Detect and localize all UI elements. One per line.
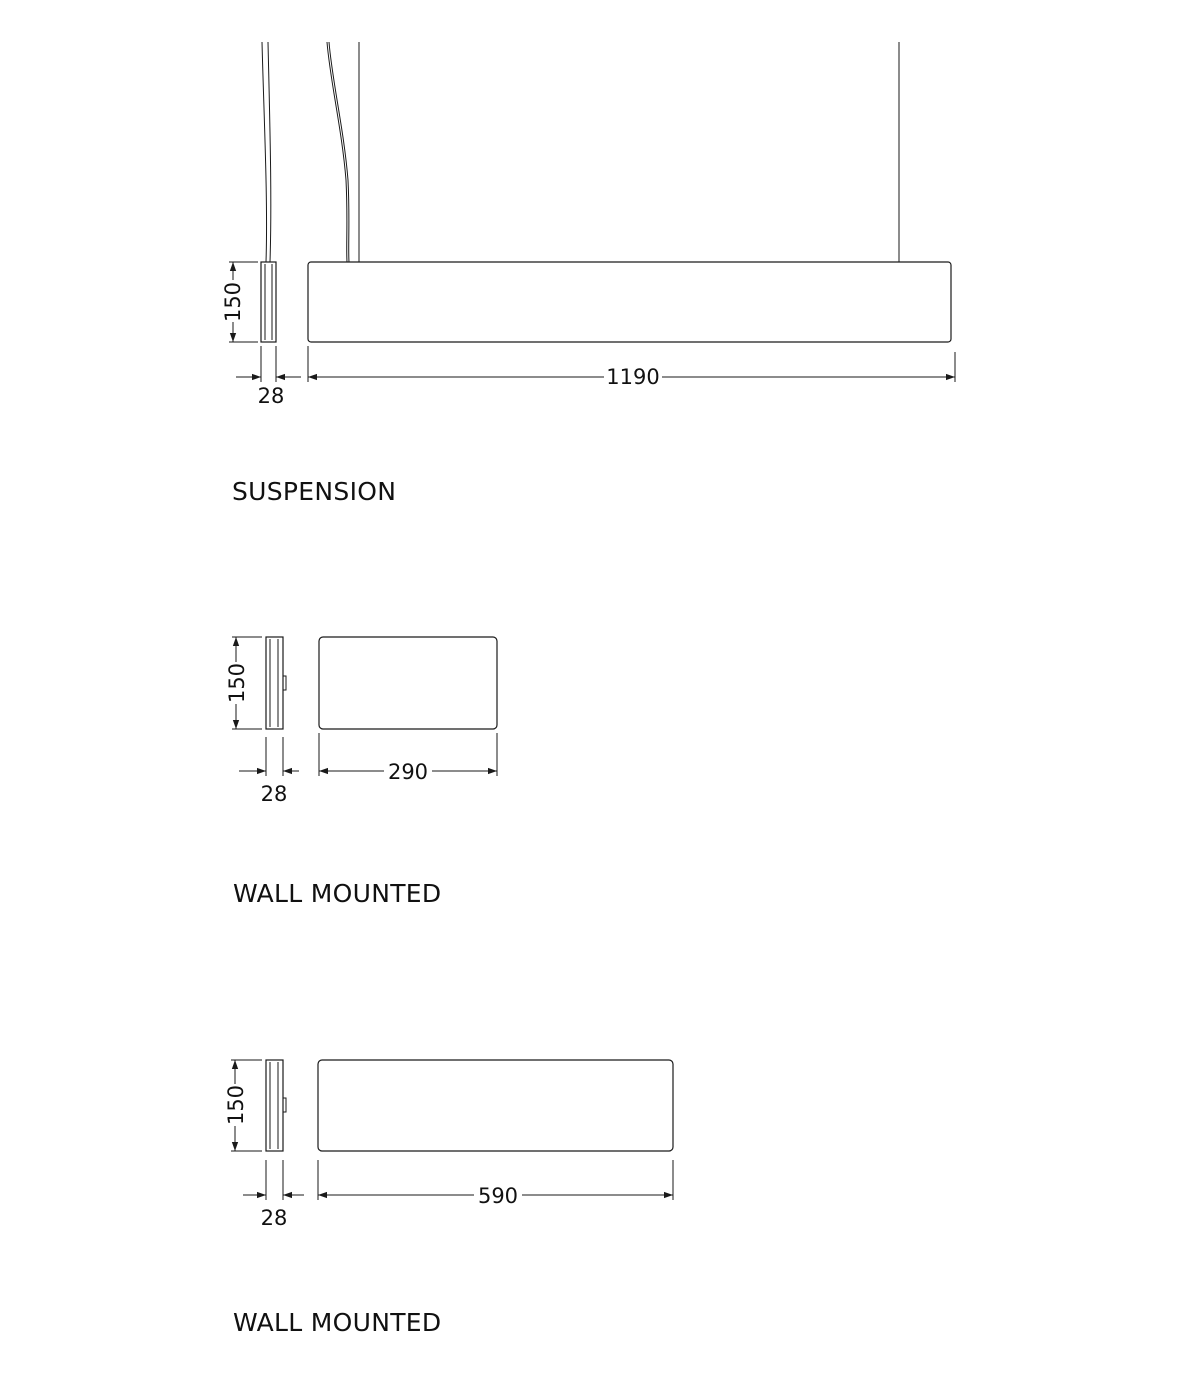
view-title-suspension: SUSPENSION (232, 477, 397, 506)
depth-label: 28 (260, 1206, 288, 1230)
luminaire-body (318, 1060, 673, 1151)
luminaire-body (319, 637, 497, 729)
height-dimension (224, 1060, 262, 1151)
depth-dimension (243, 1160, 304, 1230)
power-cord (327, 42, 347, 262)
power-cord-outline (329, 42, 349, 262)
depth-dimension (236, 346, 301, 408)
depth-label: 28 (260, 782, 288, 806)
side-profile (261, 262, 276, 342)
height-label: 150 (224, 1084, 248, 1126)
view-title-wall-mounted: WALL MOUNTED (233, 879, 442, 908)
side-cable-2 (268, 42, 271, 262)
depth-dimension (239, 737, 299, 806)
length-label: 590 (477, 1184, 519, 1208)
luminaire-body (308, 262, 951, 342)
wall-mounted-view-290 (225, 637, 497, 908)
side-profile (266, 1060, 286, 1151)
wall-mounted-view-590 (224, 1060, 673, 1337)
length-label: 1190 (606, 365, 660, 389)
height-label: 150 (225, 662, 249, 704)
side-profile (266, 637, 286, 729)
length-dimension (308, 346, 955, 389)
height-label: 150 (221, 281, 245, 323)
height-dimension (221, 262, 258, 342)
view-title-wall-mounted: WALL MOUNTED (233, 1308, 442, 1337)
height-dimension (225, 637, 262, 729)
length-label: 290 (387, 760, 429, 784)
length-dimension (319, 733, 497, 784)
depth-label: 28 (257, 384, 285, 408)
suspension-view (221, 42, 955, 506)
length-dimension (318, 1160, 673, 1208)
side-cable-1 (262, 42, 267, 262)
